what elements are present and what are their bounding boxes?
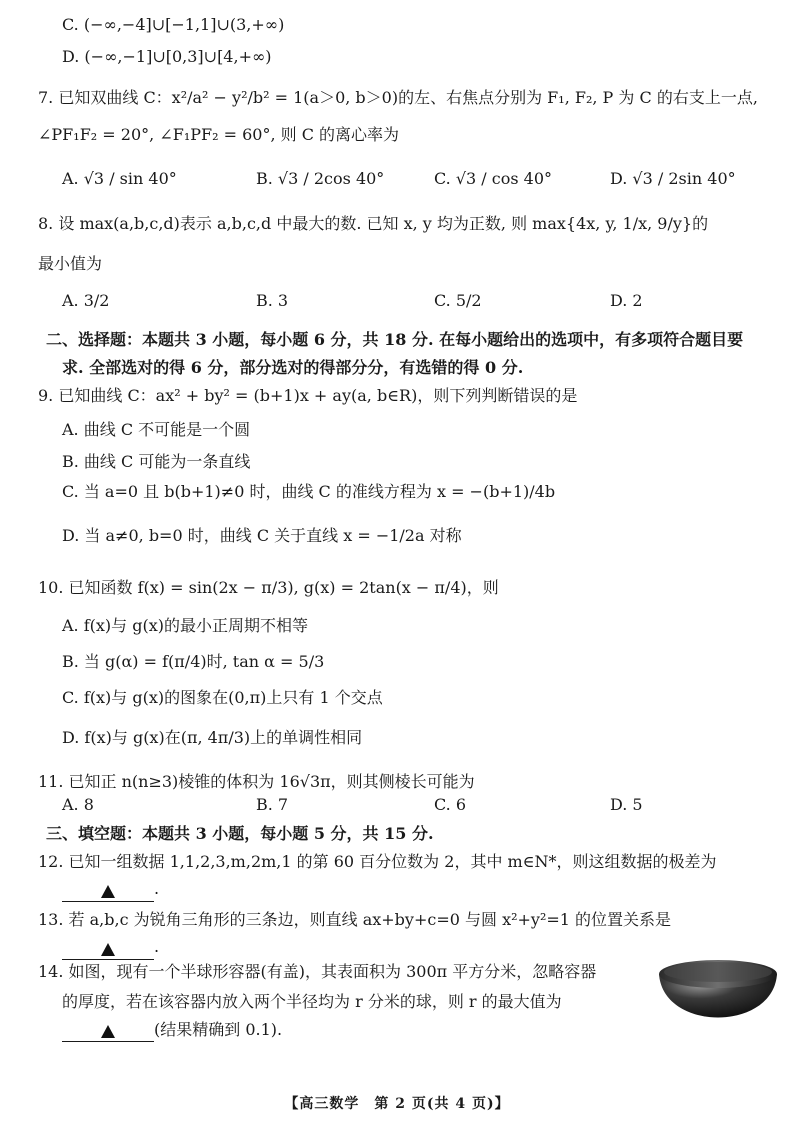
q13-stem-text: 13. 若 a,b,c 为锐角三角形的三条边，则直线 ax+by+c=0 与圆 x²+y²=1 的位置关系是 [38, 909, 672, 929]
q8-stem-line2 [0, 242, 794, 282]
q9-option-d[interactable] [0, 514, 794, 554]
section3-text: 三、填空题：本题共 3 小题，每小题 5 分，共 15 分. [46, 823, 434, 843]
triangle-marker-icon [101, 1025, 115, 1038]
q7-options [0, 158, 794, 198]
q14-answer-blank[interactable] [62, 1019, 154, 1042]
q9-option-d-text: D. 当 a≠0, b=0 时，曲线 C 关于直线 x = −1/2a 对称 [62, 525, 462, 545]
q8-option-d[interactable]: D. 2 [610, 290, 643, 310]
q7-line1-text: 7. 已知双曲线 C：x²/a² − y²/b² = 1(a＞0, b＞0)的左、右焦点分别为 F₁, F₂, P 为 C 的右支上一点, [38, 87, 758, 107]
prev-option-d [0, 36, 794, 76]
q11-option-c[interactable]: C. 6 [434, 794, 467, 814]
q7-option-a[interactable]: A. √3 / sin 40° [62, 168, 177, 188]
q10-option-d[interactable] [0, 716, 794, 756]
prev-option-d-text: D. (−∞,−1]∪[0,3]∪[4,+∞) [62, 46, 272, 66]
q14-tail-text: (结果精确到 0.1). [154, 1019, 283, 1039]
page-footer [0, 1092, 794, 1114]
section2-line1-text: 二、选择题：本题共 3 小题，每小题 6 分，共 18 分. 在每小题给出的选项中，有多项符合题目要 [46, 329, 744, 349]
q10-option-a[interactable] [0, 604, 794, 644]
bowl-inner-shape [664, 962, 772, 982]
q9-stem-text: 9. 已知曲线 C：ax² + by² = (b+1)x + ay(a, b∈R)，则下列判断错误的是 [38, 385, 578, 405]
q7-line2-text: ∠PF₁F₂ = 20°, ∠F₁PF₂ = 60°, 则 C 的离心率为 [38, 124, 400, 144]
q13-period: . [154, 936, 160, 956]
q8-line2-text: 最小值为 [38, 253, 103, 273]
q7-stem-line2 [0, 113, 794, 153]
q7-option-d[interactable]: D. √3 / 2sin 40° [610, 168, 736, 188]
q10-stem [0, 566, 794, 606]
triangle-marker-icon [101, 885, 115, 898]
q11-option-b[interactable]: B. 7 [256, 794, 289, 814]
q10-option-b-text: B. 当 g(α) = f(π/4)时, tan α = 5/3 [62, 651, 325, 671]
q9-option-b-text: B. 曲线 C 可能为一条直线 [62, 451, 251, 471]
q10-option-c[interactable] [0, 676, 794, 716]
q8-line1-text: 8. 设 max(a,b,c,d)表示 a,b,c,d 中最大的数. 已知 x, y 均为正数, 则 max{4x, y, 1/x, 9/y}的 [38, 213, 709, 233]
q10-option-d-text: D. f(x)与 g(x)在(π, 4π/3)上的单调性相同 [62, 727, 363, 747]
q8-option-b[interactable]: B. 3 [256, 290, 289, 310]
q8-options [0, 280, 794, 320]
prev-option-c-text: C. (−∞,−4]∪[−1,1]∪(3,+∞) [62, 14, 285, 34]
section2-line2-text: 求. 全部选对的得 6 分，部分选对的得部分分，有选错的得 0 分. [62, 357, 524, 377]
q12-stem-text: 12. 已知一组数据 1,1,2,3,m,2m,1 的第 60 百分位数为 2，其中 m∈N*，则这组数据的极差为 [38, 851, 717, 871]
q7-option-c[interactable]: C. √3 / cos 40° [434, 168, 553, 188]
q11-option-d[interactable]: D. 5 [610, 794, 643, 814]
q10-option-c-text: C. f(x)与 g(x)的图象在(0,π)上只有 1 个交点 [62, 687, 383, 707]
q14-line1-text: 14. 如图，现有一个半球形容器(有盖)，其表面积为 300π 平方分米，忽略容器 [38, 961, 597, 981]
q9-option-a-text: A. 曲线 C 不可能是一个圆 [62, 419, 251, 439]
q8-option-a[interactable]: A. 3/2 [62, 290, 110, 310]
q14-line2-text: 的厚度，若在该容器内放入两个半径均为 r 分米的球，则 r 的最大值为 [62, 991, 562, 1011]
q10-stem-text: 10. 已知函数 f(x) = sin(2x − π/3), g(x) = 2tan(x − π/4)，则 [38, 577, 499, 597]
q11-stem-text: 11. 已知正 n(n≥3)棱锥的体积为 16√3π，则其侧棱长可能为 [38, 771, 475, 791]
q7-option-b[interactable]: B. √3 / 2cos 40° [256, 168, 385, 188]
q12-period: . [154, 878, 160, 898]
q8-option-c[interactable]: C. 5/2 [434, 290, 482, 310]
q10-option-b[interactable] [0, 640, 794, 680]
q8-stem-line1 [0, 202, 794, 242]
q7-stem-line1 [0, 76, 794, 116]
hemisphere-container-image [655, 954, 781, 1044]
q9-option-c-text: C. 当 a=0 且 b(b+1)≠0 时，曲线 C 的准线方程为 x = −(b+1)/4b [62, 481, 556, 501]
q11-option-a[interactable]: A. 8 [62, 794, 94, 814]
page-footer-text: 【高三数学 第 2 页(共 4 页)】 [284, 1096, 510, 1112]
q10-option-a-text: A. f(x)与 g(x)的最小正周期不相等 [62, 615, 308, 635]
q9-option-c[interactable] [0, 470, 794, 510]
